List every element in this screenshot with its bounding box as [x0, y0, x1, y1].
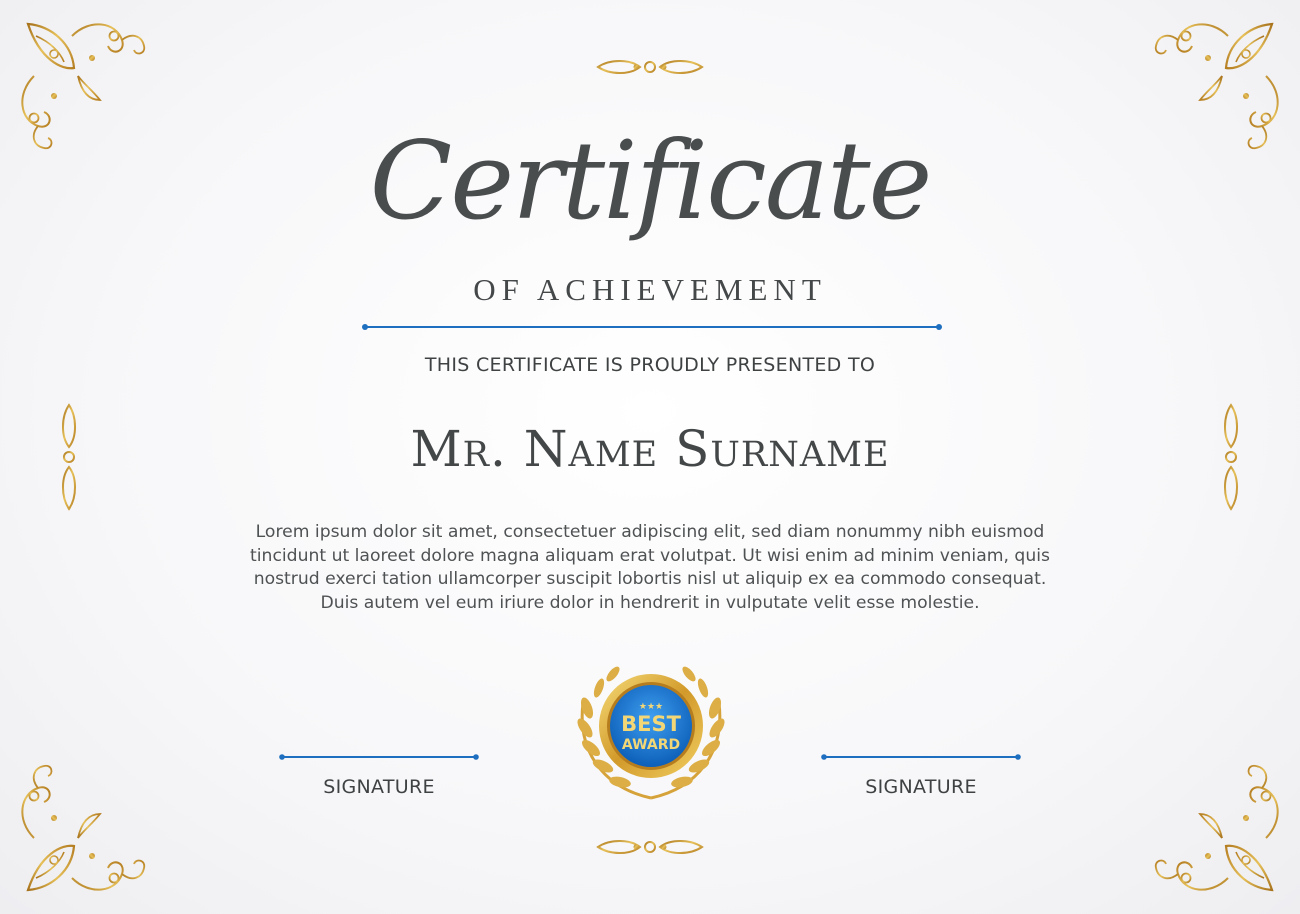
signature-block-right — [821, 752, 1021, 798]
seal-text-best: BEST — [621, 712, 681, 736]
certificate-subtitle: OF ACHIEVEMENT — [473, 272, 827, 307]
signature-label: SIGNATURE — [323, 776, 435, 798]
seal-stars: ★★★ — [638, 702, 664, 712]
signature-line — [279, 752, 479, 762]
signature-block-left — [279, 752, 479, 798]
recipient-name: Mr. Name Surname — [410, 420, 890, 478]
title-divider — [362, 321, 942, 333]
signature-label: SIGNATURE — [865, 776, 977, 798]
best-award-seal — [565, 648, 737, 810]
certificate-body: Lorem ipsum dolor sit amet, consectetuer adipiscing elit, sed diam nonummy nibh euismod tincidunt ut laoreet dolore magna aliquam erat volutpat. Ut wisi enim ad minim veniam, quis nostrud exerci tation ullamcorper suscipit lobortis nisl ut aliquip ex ea commodo consequat. Duis autem vel eum iriure dolor in hendrerit in vulputate velit esse molestie. — [250, 522, 1050, 613]
presented-to-text: THIS CERTIFICATE IS PROUDLY PRESENTED TO — [424, 354, 876, 376]
certificate-title: Certificate — [369, 119, 931, 244]
seal-text-award: AWARD — [621, 737, 681, 753]
signature-line — [821, 752, 1021, 762]
